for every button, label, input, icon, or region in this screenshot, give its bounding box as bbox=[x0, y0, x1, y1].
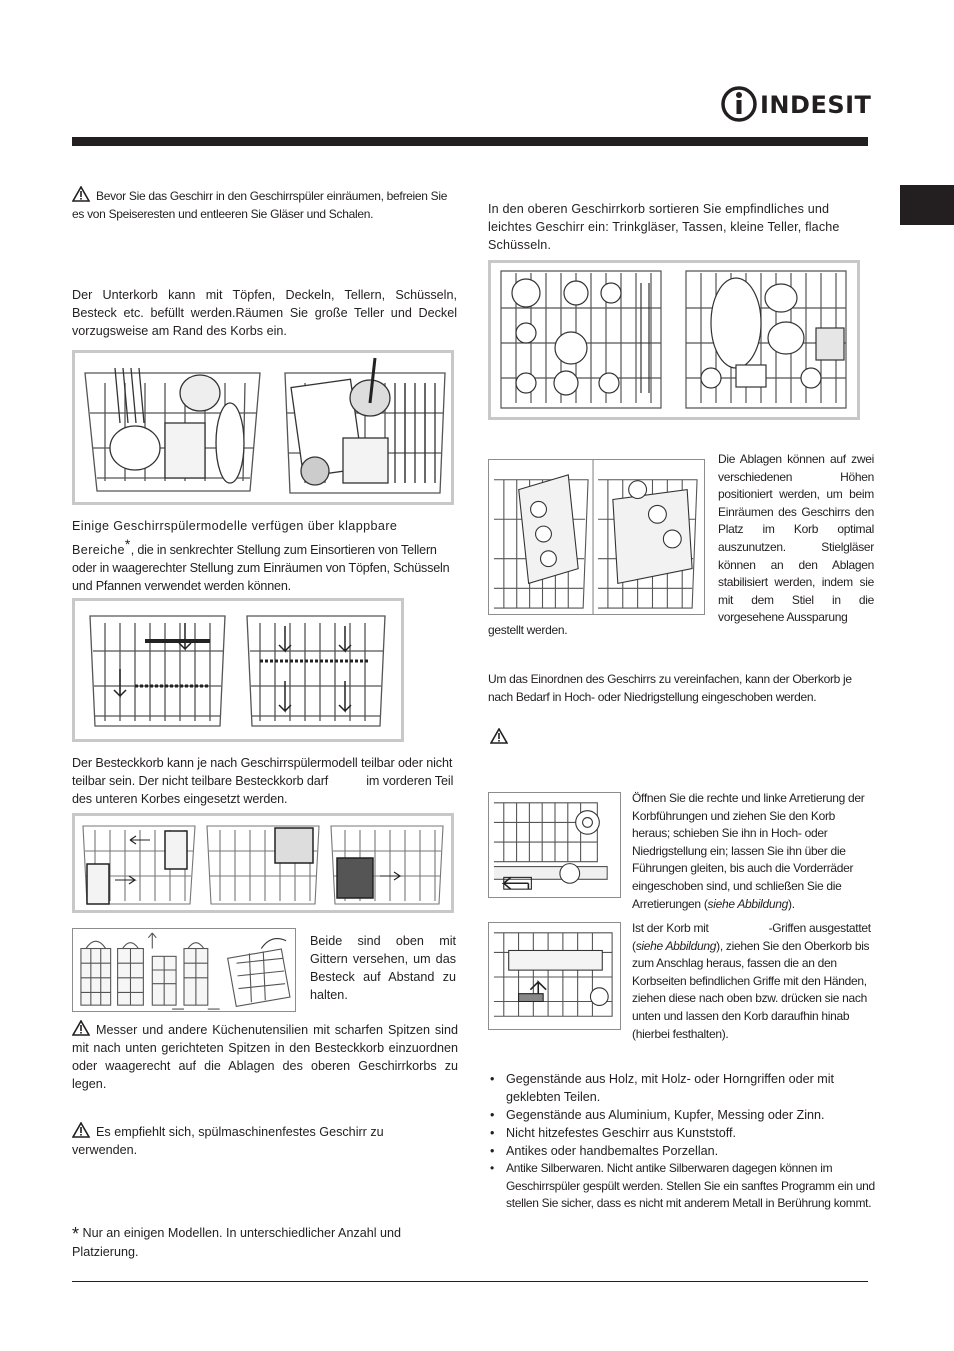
rail-instruction-part-a: Öffnen Sie die rechte und linke Arretierung der Korbführungen und ziehen Sie den Korb heraus; schieben Sie ihn in Hoch- oder Niedrigstellung ein; lassen Sie ihn über die Führungen gleiten, bis auch die Vorderräder eingeschoben sind, und schließen Sie die Arretierungen ( bbox=[632, 791, 865, 911]
cutlery-basket-text bbox=[72, 754, 462, 808]
lower-basket-figure bbox=[72, 350, 454, 505]
warning-basket-height bbox=[490, 728, 514, 747]
warning-icon bbox=[490, 728, 508, 744]
warning-icon bbox=[72, 186, 90, 202]
foldable-text bbox=[72, 517, 462, 595]
list-item: • Antikes oder handbemaltes Porzellan. bbox=[488, 1142, 876, 1160]
cutlery-baskets-detail-figure bbox=[72, 928, 296, 1012]
language-tab-marker bbox=[900, 185, 954, 225]
cutlery-text-part-a: Der Besteckkorb kann je nach Geschirrspülermodell teilbar oder nicht teilbar sein. Der nicht teilbare Besteckkorb darf bbox=[72, 756, 453, 788]
cutlery-grid-text bbox=[310, 932, 456, 1004]
footnote-star: * bbox=[72, 1224, 80, 1244]
warning-icon bbox=[72, 1020, 90, 1036]
handle-instruction-part-b: -Griffen ausgestattet ( bbox=[632, 921, 871, 953]
foldable-text-part-b: , die in senkrechter Stellung zum Einsortieren von Tellern oder in waagerechter Stellung zum Einräumen von Töpfen, Schüsseln und Pfannen verwendet werden können. bbox=[72, 543, 450, 594]
warning-dishwasher-safe-text: Es empfiehlt sich, spülmaschinenfestes Geschirr zu verwenden. bbox=[72, 1125, 384, 1157]
rail-instruction-italic: siehe Abbildung bbox=[707, 896, 789, 911]
warning-sharp-items-text: Messer und andere Küchenutensilien mit scharfen Spitzen sind mit nach unten gerichteten Spitzen in den Besteckkorb einzuordnen oder waagerecht auf die Ablagen des oberen Geschirrkorbs zu legen. bbox=[72, 1023, 458, 1091]
cutlery-text-part-b: vorderen Teil des unteren Korbes eingesetzt werden. bbox=[72, 774, 454, 806]
rail-instruction-part-b: ). bbox=[788, 896, 795, 911]
shelves-text-tail: gestellt werden. bbox=[488, 623, 568, 637]
cutlery-text-im: im bbox=[366, 774, 380, 788]
handle-instruction-part-a: Ist der Korb mit bbox=[632, 921, 709, 935]
upper-basket-text: In den oberen Geschirrkorb sortieren Sie empfindliches und leichtes Geschirr ein: Trinkgläser, Tassen, kleine Teller, flache Schüsseln. bbox=[488, 202, 840, 252]
handle-instruction-part-c: ), ziehen Sie den Oberkorb bis zum Anschlag heraus, fassen die an den Korbseiten befindlichen Griffe mit den Händen, ziehen diese nach oben bzw. drücken sie nach unten und lassen den Korb daraufhin hinab (hierbei festhalten). bbox=[632, 938, 870, 1041]
cutlery-basket-positions-figure bbox=[72, 813, 454, 913]
upper-basket-figure bbox=[488, 260, 860, 420]
cup-shelves-figure bbox=[488, 459, 705, 615]
footer-rule bbox=[72, 1281, 868, 1282]
foldable-text-part-a: Einige Geschirrspülermodelle verfügen über klappbare Bereiche bbox=[72, 519, 398, 558]
cutlery-grid-text-content: Beide sind oben mit Gittern versehen, um das Besteck auf Abstand zu halten. bbox=[310, 934, 456, 1002]
basket-rail-figure bbox=[488, 792, 621, 898]
list-item: • Antike Silberwaren. Nicht antike Silberwaren dagegen können im Geschirrspüler gespült werden. Stellen Sie ein sanftes Programm ein und stellen Sie sicher, dass es nicht mit anderem Metall in Berührung kommt. bbox=[488, 1160, 876, 1213]
basket-handle-figure bbox=[488, 922, 621, 1030]
brand-logo bbox=[720, 84, 870, 124]
brand-name: INDESIT bbox=[760, 91, 872, 119]
warning-sharp-items bbox=[72, 1020, 458, 1093]
footnote-text: Nur an einigen Modellen. In unterschiedlicher Anzahl und Platzierung. bbox=[72, 1226, 402, 1259]
header-bar bbox=[72, 137, 868, 146]
list-item: • Nicht hitzefestes Geschirr aus Kunststoff. bbox=[488, 1124, 876, 1142]
warning-preparation-text: Bevor Sie das Geschirr in den Geschirrspüler einräumen, befreien Sie es von Speiseresten und entleeren Sie Gläser und Schalen. bbox=[72, 189, 448, 221]
footnote bbox=[72, 1224, 462, 1261]
shelves-text: Die Ablagen können auf zwei verschiedenen Höhen positioniert werden, um beim Einräumen des Geschirrs den Platz im Korb optimal auszunutzen. Stielgläser können an den Ablagen stabilisiert werden, indem sie mit dem Stiel in die vorgesehene Aussparung bbox=[718, 452, 874, 625]
handle-instruction-italic: siehe Abbildung bbox=[635, 938, 717, 953]
unsuitable-items-list bbox=[488, 1070, 876, 1213]
lower-basket-text: Der Unterkorb kann mit Töpfen, Deckeln, Tellern, Schüsseln, Besteck etc. befüllt werden.Räumen Sie große Teller und Deckel vorzugsweise am Rand des Korbs ein. bbox=[72, 288, 457, 338]
warning-preparation bbox=[72, 186, 462, 223]
list-item: • Gegenstände aus Holz, mit Holz- oder Horngriffen oder mit geklebten Teilen. bbox=[488, 1070, 876, 1106]
foldable-racks-figure bbox=[72, 598, 404, 742]
handle-instruction-text bbox=[632, 920, 876, 1043]
warning-dishwasher-safe bbox=[72, 1122, 442, 1159]
footnote-marker: * bbox=[124, 536, 131, 552]
basket-height-text: Um das Einordnen des Geschirrs zu vereinfachen, kann der Oberkorb je nach Bedarf in Hoch- oder Niedrigstellung eingeschoben werden. bbox=[488, 672, 852, 704]
warning-icon bbox=[72, 1122, 90, 1138]
indesit-logo-icon bbox=[720, 84, 758, 124]
list-item: • Gegenstände aus Aluminium, Kupfer, Messing oder Zinn. bbox=[488, 1106, 876, 1124]
rail-instruction-text bbox=[632, 790, 876, 913]
